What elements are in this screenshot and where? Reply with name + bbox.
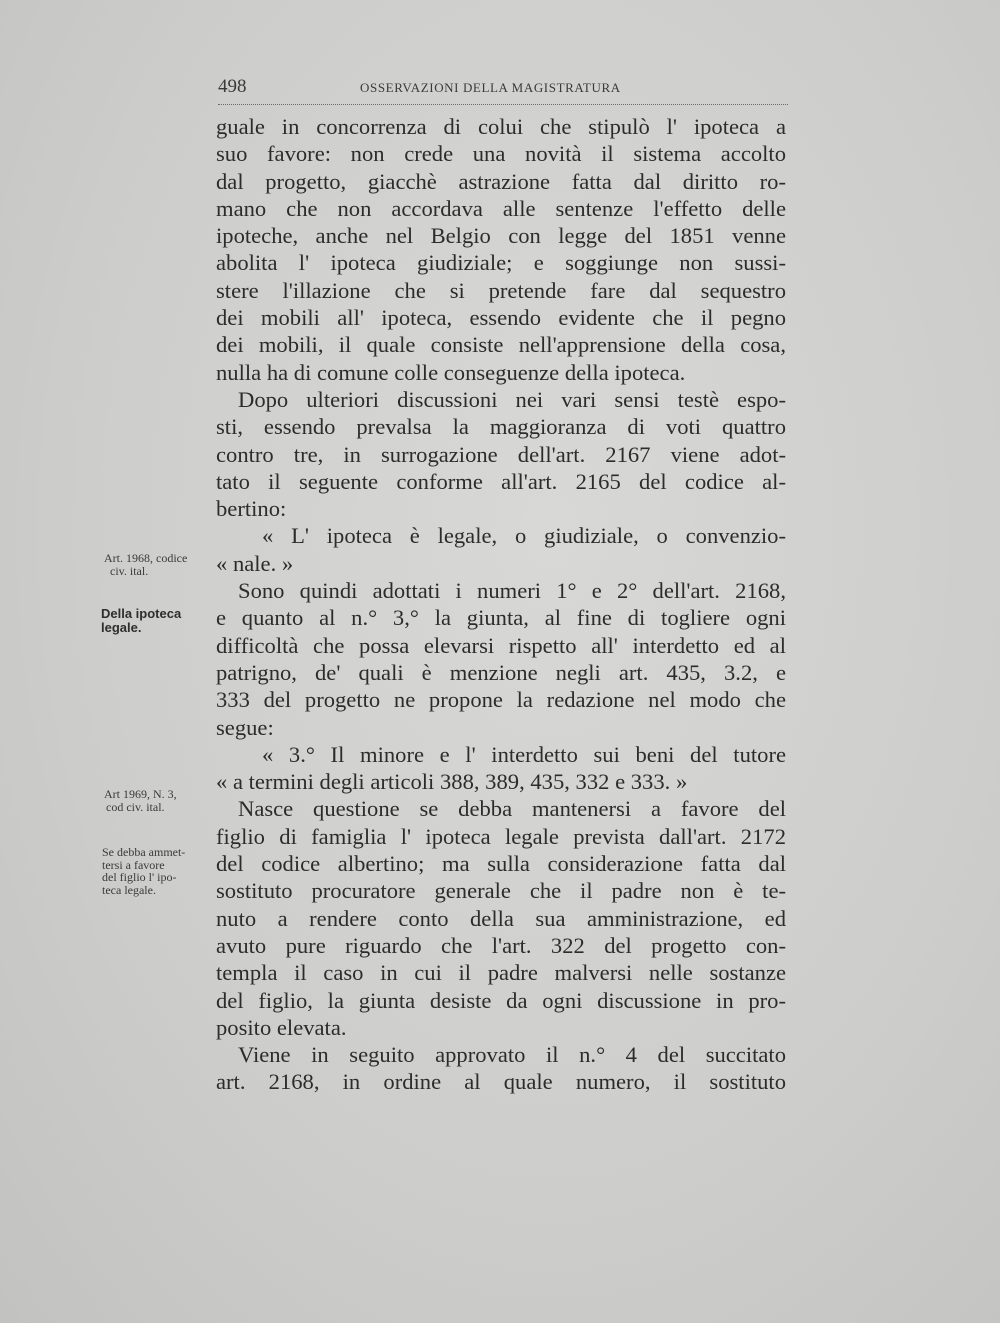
- quoted-text-line: « 3.° Il minore e l' interdetto sui beni del tutore: [262, 741, 786, 767]
- text-line: Dopo ulteriori discussioni nei vari sensi testè espo-: [238, 386, 786, 412]
- text-line: tato il seguente conforme all'art. 2165 del codice al-: [216, 468, 786, 494]
- text-line: segue:: [216, 714, 274, 740]
- margin-note-article-reference: [104, 552, 216, 577]
- margin-note-line: teca legale.: [102, 882, 156, 897]
- text-line: nuto a rendere conto della sua amministrazione, ed: [216, 905, 786, 931]
- text-line: templa il caso in cui il padre malversi nelle sostanze: [216, 960, 786, 986]
- page-header: [218, 74, 788, 105]
- margin-note-line: del figlio l' ipo-: [102, 870, 177, 884]
- running-title: OSSERVAZIONI DELLA MAGISTRATURA: [360, 80, 621, 95]
- text-line: patrigno, de' quali è menzione negli art. 435, 3.2, e: [216, 659, 786, 685]
- margin-note-line: Art. 1968, codice: [104, 551, 188, 565]
- text-line: sti, essendo prevalsa la maggioranza di voti quattro: [216, 414, 786, 440]
- margin-note-line: cod civ. ital.: [106, 799, 165, 814]
- text-line: difficoltà che possa elevarsi rispetto all' interdetto ed al: [216, 632, 786, 658]
- margin-note-line: Della ipoteca: [101, 606, 182, 621]
- text-line: posito elevata.: [216, 1014, 347, 1040]
- margin-note-question: [102, 846, 214, 896]
- text-line: Viene in seguito approvato il n.° 4 del succitato: [238, 1042, 786, 1068]
- text-line: mano che non accordava alle sentenze l'effetto delle: [216, 195, 786, 221]
- text-line: contro tre, in surrogazione dell'art. 2167 viene adot-: [216, 441, 786, 467]
- text-line: sostituto procuratore generale che il padre non è te-: [216, 878, 786, 904]
- margin-note-line: Se debba ammet-: [102, 845, 186, 859]
- text-line: stere l'illazione che si pretende fare dal sequestro: [216, 277, 786, 303]
- text-line: dei mobili all' ipoteca, essendo evidente che il pegno: [216, 305, 786, 331]
- text-line: Sono quindi adottati i numeri 1° e 2° dell'art. 2168,: [238, 578, 786, 604]
- text-line: 333 del progetto ne propone la redazione nel modo che: [216, 687, 786, 713]
- margin-note-line: tersi a favore: [102, 857, 165, 872]
- margin-note-article-reference: [104, 788, 216, 813]
- text-line: Nasce questione se debba mantenersi a favore del: [238, 796, 786, 822]
- margin-note-heading: [101, 607, 213, 634]
- page-number: 498: [218, 76, 247, 97]
- margin-note-line: civ. ital.: [110, 563, 149, 578]
- text-line: art. 2168, in ordine al quale numero, il sostituto: [216, 1069, 786, 1095]
- body-text: [216, 113, 786, 1096]
- text-line: suo favore: non crede una novità il sistema accolto: [216, 141, 786, 167]
- quoted-text-line: « L' ipoteca è legale, o giudiziale, o convenzio-: [262, 523, 786, 549]
- quoted-text-line: « a termini degli articoli 388, 389, 435, 332 e 333. »: [216, 769, 688, 795]
- text-line: e quanto al n.° 3,° la giunta, al fine di togliere ogni: [216, 605, 786, 631]
- text-line: ipoteche, anche nel Belgio con legge del 1851 venne: [216, 223, 786, 249]
- margin-note-line: Art 1969, N. 3,: [104, 787, 177, 801]
- text-line: avuto pure riguardo che l'art. 322 del progetto con-: [216, 932, 786, 958]
- text-line: guale in concorrenza di colui che stipulò l' ipoteca a: [216, 114, 786, 139]
- text-line: dei mobili, il quale consiste nell'apprensione della cosa,: [216, 332, 786, 358]
- text-line: abolita l' ipoteca giudiziale; e soggiunge non sussi-: [216, 250, 786, 276]
- margin-note-line: legale.: [101, 619, 142, 635]
- quoted-text-line: « nale. »: [216, 550, 294, 576]
- text-line: del figlio, la giunta desiste da ogni discussione in pro-: [216, 987, 786, 1013]
- text-line: bertino:: [216, 496, 287, 522]
- text-line: figlio di famiglia l' ipoteca legale prevista dall'art. 2172: [216, 823, 786, 849]
- text-line: nulla ha di comune colle conseguenze della ipoteca.: [216, 359, 686, 385]
- text-line: del codice albertino; ma sulla considerazione fatta dal: [216, 851, 786, 877]
- text-line: dal progetto, giacchè astrazione fatta dal diritto ro-: [216, 168, 786, 194]
